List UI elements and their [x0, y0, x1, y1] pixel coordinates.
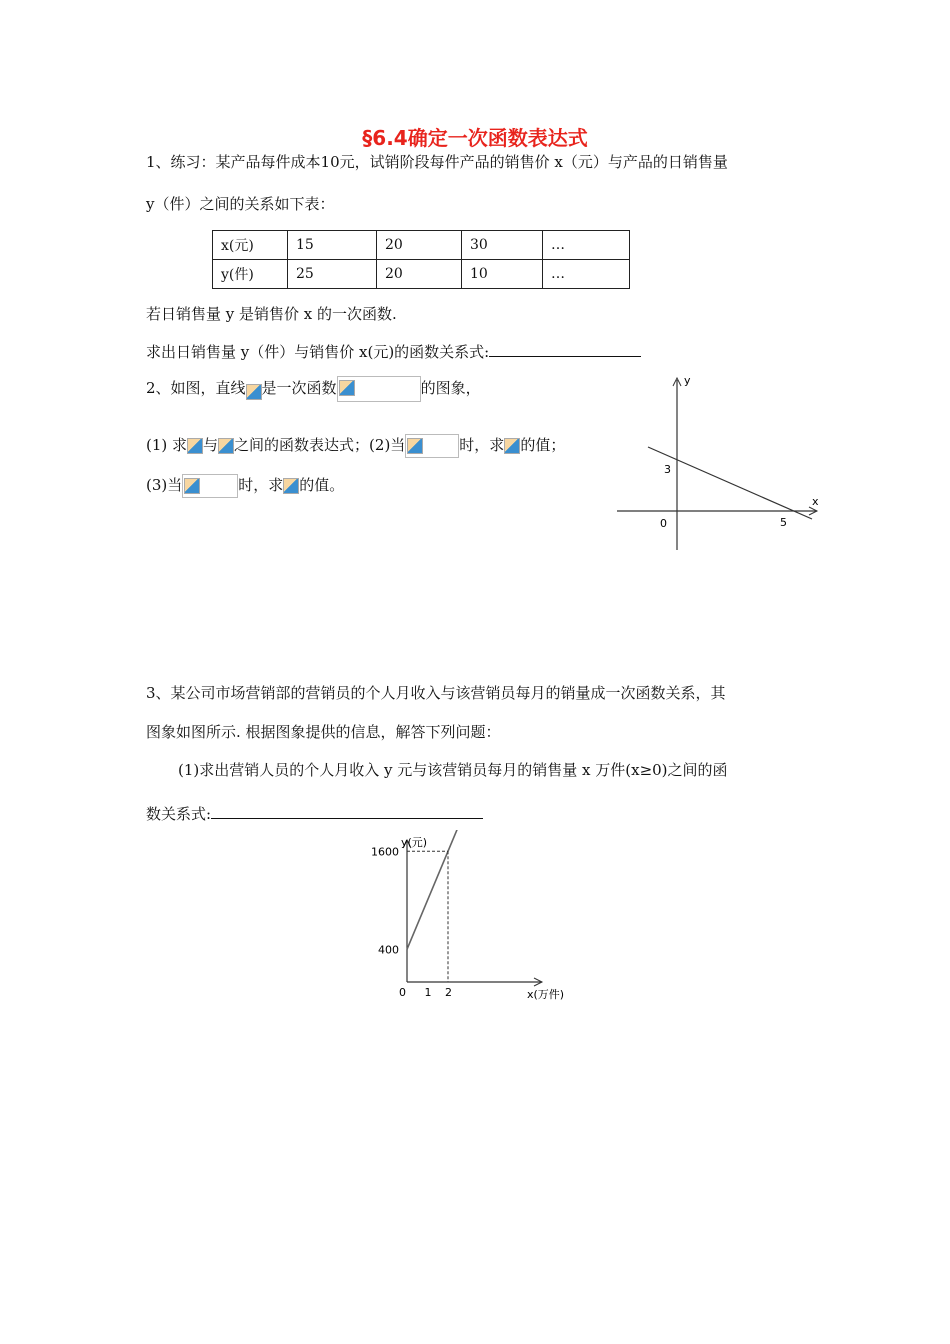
table-cell: 20 — [377, 231, 462, 260]
q3-line1: 3、某公司市场营销部的营销员的个人月收入与该营销员每月的销量成一次函数关系，其 — [146, 684, 726, 702]
origin-label: 0 — [660, 517, 667, 530]
q2-text: 的图象， — [420, 379, 481, 397]
q2-text: 的值。 — [299, 476, 345, 494]
table-cell: 15 — [288, 231, 377, 260]
y-axis-label: y — [684, 374, 691, 387]
formula-image-icon — [283, 478, 299, 494]
q1-line4: 求出日销售量 y（件）与销售价 x(元)的函数关系式: — [146, 343, 490, 361]
answer-blank — [211, 802, 483, 819]
y-tick-label: 1600 — [371, 845, 399, 859]
q2-text: 时，求 — [238, 476, 284, 494]
q2-text: (1) 求 — [146, 436, 188, 454]
page-title: §6.4确定一次函数表达式 — [362, 126, 588, 150]
q2-text: 时，求 — [459, 436, 505, 454]
x-axis-label: x — [812, 495, 819, 508]
graph-line — [648, 447, 812, 519]
q2-text: 之间的函数表达式；(2)当 — [234, 436, 406, 454]
q1-line1: 1、练习：某产品每件成本10元，试销阶段每件产品的销售价 x（元）与产品的日销售量 — [146, 153, 728, 171]
table-cell: … — [543, 260, 630, 289]
table-row — [213, 231, 630, 260]
x-tick-label: 0 — [399, 986, 406, 999]
formula-image-icon — [187, 438, 203, 454]
q2-text: 与 — [203, 436, 219, 454]
price-sales-table — [212, 230, 630, 289]
formula-image-icon — [182, 474, 238, 498]
y-axis-label: y(元) — [401, 836, 428, 849]
x-tick-label: 2 — [445, 986, 452, 999]
formula-image-icon — [504, 438, 520, 454]
q2-text: (3)当 — [146, 476, 183, 494]
q3-income-chart — [370, 830, 590, 1005]
q3-line3: (1)求出营销人员的个人月收入 y 元与该营销员每月的销售量 x 万件(x≥0)之间的函 — [178, 761, 728, 779]
formula-image-icon — [246, 384, 262, 400]
x-intercept-label: 5 — [780, 516, 787, 529]
y-tick-label: 400 — [378, 943, 399, 957]
q3-line4: 数关系式: — [146, 805, 212, 823]
q1-line2: y（件）之间的关系如下表： — [146, 195, 335, 213]
q3-line4-row — [146, 802, 483, 824]
x-tick-label: 1 — [424, 986, 432, 999]
answer-blank — [489, 340, 641, 357]
formula-image-icon — [218, 438, 234, 454]
x-axis-label: x(万件) — [527, 988, 565, 1001]
q2-linear-graph — [612, 370, 832, 555]
table-cell: y(件) — [213, 260, 288, 289]
formula-image-icon — [405, 434, 459, 458]
table-row — [213, 260, 630, 289]
q2-line2 — [146, 434, 565, 458]
q2-text: 是一次函数 — [261, 379, 337, 397]
table-cell: 30 — [462, 231, 543, 260]
q3-line2: 图象如图所示. 根据图象提供的信息，解答下列问题： — [146, 723, 501, 741]
q2-text: 的值； — [520, 436, 566, 454]
q2-line3 — [146, 474, 344, 498]
q1-line4-row — [146, 340, 641, 362]
y-intercept-label: 3 — [664, 463, 671, 476]
q2-line1 — [146, 376, 481, 402]
table-cell: x(元) — [213, 231, 288, 260]
formula-image-icon — [337, 376, 421, 402]
q1-line3: 若日销售量 y 是销售价 x 的一次函数. — [146, 305, 397, 323]
table-cell: … — [543, 231, 630, 260]
table-cell: 25 — [288, 260, 377, 289]
table-cell: 10 — [462, 260, 543, 289]
q2-text: 2、如图，直线 — [146, 379, 246, 397]
table-cell: 20 — [377, 260, 462, 289]
